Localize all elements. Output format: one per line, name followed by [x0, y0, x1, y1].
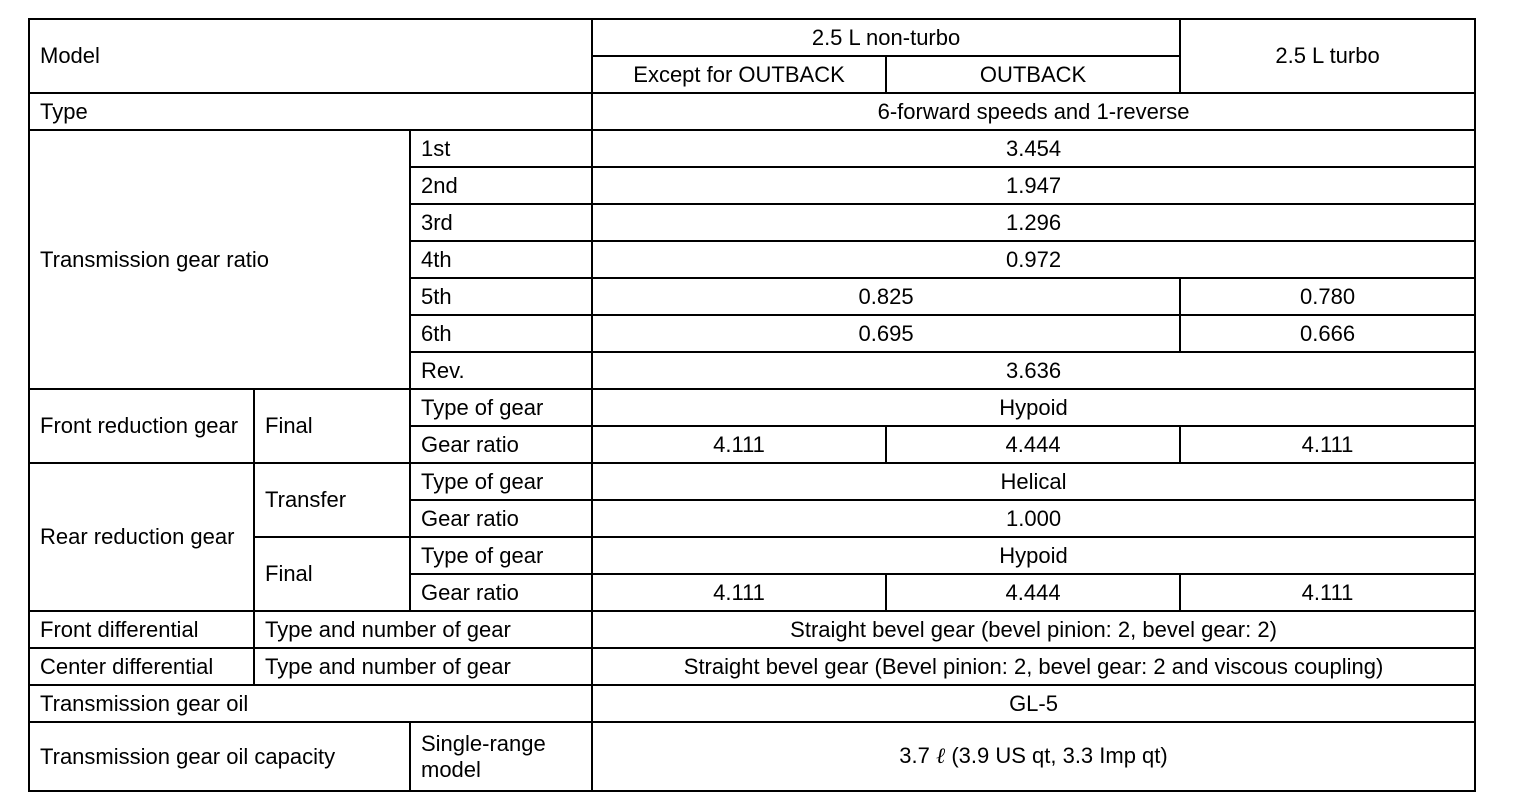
- gear-oil-row: [29, 685, 1475, 722]
- rear-final-sub: Final: [254, 537, 410, 611]
- front-reduction-sub: Final: [254, 389, 410, 463]
- rear-final-ratio-label: Gear ratio: [410, 574, 592, 611]
- header-row-1: [29, 19, 1475, 56]
- oil-capacity-sub: Single-range model: [410, 722, 592, 791]
- rear-transfer-type-label: Type of gear: [410, 463, 592, 500]
- front-type-value: Hypoid: [592, 389, 1475, 426]
- model-header: Model: [29, 19, 592, 93]
- type-value: 6-forward speeds and 1-reverse: [592, 93, 1475, 130]
- gear-label: 6th: [410, 315, 592, 352]
- center-diff-value: Straight bevel gear (Bevel pinion: 2, bevel gear: 2 and viscous coupling): [592, 648, 1475, 685]
- front-diff-row: [29, 611, 1475, 648]
- type-label: Type: [29, 93, 592, 130]
- center-diff-sub: Type and number of gear: [254, 648, 592, 685]
- center-diff-label: Center differential: [29, 648, 254, 685]
- gear-ratio-non-turbo: 0.695: [592, 315, 1180, 352]
- outback-header: OUTBACK: [886, 56, 1180, 93]
- gear-label: 5th: [410, 278, 592, 315]
- oil-capacity-label: Transmission gear oil capacity: [29, 722, 410, 791]
- gear-ratio-value: 1.296: [592, 204, 1475, 241]
- gear-ratio-turbo: 0.666: [1180, 315, 1475, 352]
- type-row: [29, 93, 1475, 130]
- gear-ratio-label: Transmission gear ratio: [29, 130, 410, 389]
- liter-symbol: ℓ: [936, 744, 946, 769]
- rear-final-type-value: Hypoid: [592, 537, 1475, 574]
- gear-ratio-row: [29, 130, 1475, 167]
- center-diff-row: [29, 648, 1475, 685]
- gear-label: 4th: [410, 241, 592, 278]
- gear-ratio-turbo: 0.780: [1180, 278, 1475, 315]
- oil-capacity-row: [29, 722, 1475, 791]
- gear-ratio-value: 3.636: [592, 352, 1475, 389]
- gear-ratio-value: 3.454: [592, 130, 1475, 167]
- gear-oil-label: Transmission gear oil: [29, 685, 592, 722]
- front-ratio-turbo: 4.111: [1180, 426, 1475, 463]
- front-reduction-row: [29, 389, 1475, 426]
- oil-capacity-detail: (3.9 US qt, 3.3 Imp qt): [951, 743, 1168, 768]
- front-ratio-except: 4.111: [592, 426, 886, 463]
- front-reduction-label: Front reduction gear: [29, 389, 254, 463]
- front-diff-label: Front differential: [29, 611, 254, 648]
- gear-ratio-non-turbo: 0.825: [592, 278, 1180, 315]
- rear-reduction-label: Rear reduction gear: [29, 463, 254, 611]
- rear-transfer-ratio-value: 1.000: [592, 500, 1475, 537]
- oil-capacity-value: [592, 722, 1475, 791]
- rear-final-ratio-except: 4.111: [592, 574, 886, 611]
- front-ratio-outback: 4.444: [886, 426, 1180, 463]
- gear-label: Rev.: [410, 352, 592, 389]
- front-ratio-label: Gear ratio: [410, 426, 592, 463]
- gear-oil-value: GL-5: [592, 685, 1475, 722]
- turbo-header: 2.5 L turbo: [1180, 19, 1475, 93]
- except-outback-header: Except for OUTBACK: [592, 56, 886, 93]
- spec-table: [28, 18, 1476, 792]
- rear-transfer-type-value: Helical: [592, 463, 1475, 500]
- rear-final-type-label: Type of gear: [410, 537, 592, 574]
- front-diff-value: Straight bevel gear (bevel pinion: 2, bevel gear: 2): [592, 611, 1475, 648]
- non-turbo-header: 2.5 L non-turbo: [592, 19, 1180, 56]
- oil-capacity-amount: 3.7: [899, 743, 930, 768]
- front-diff-sub: Type and number of gear: [254, 611, 592, 648]
- gear-label: 1st: [410, 130, 592, 167]
- rear-reduction-row: [29, 463, 1475, 500]
- rear-transfer-ratio-label: Gear ratio: [410, 500, 592, 537]
- gear-label: 3rd: [410, 204, 592, 241]
- gear-ratio-value: 0.972: [592, 241, 1475, 278]
- gear-label: 2nd: [410, 167, 592, 204]
- rear-final-ratio-turbo: 4.111: [1180, 574, 1475, 611]
- rear-transfer-sub: Transfer: [254, 463, 410, 537]
- rear-final-ratio-outback: 4.444: [886, 574, 1180, 611]
- gear-ratio-value: 1.947: [592, 167, 1475, 204]
- front-type-label: Type of gear: [410, 389, 592, 426]
